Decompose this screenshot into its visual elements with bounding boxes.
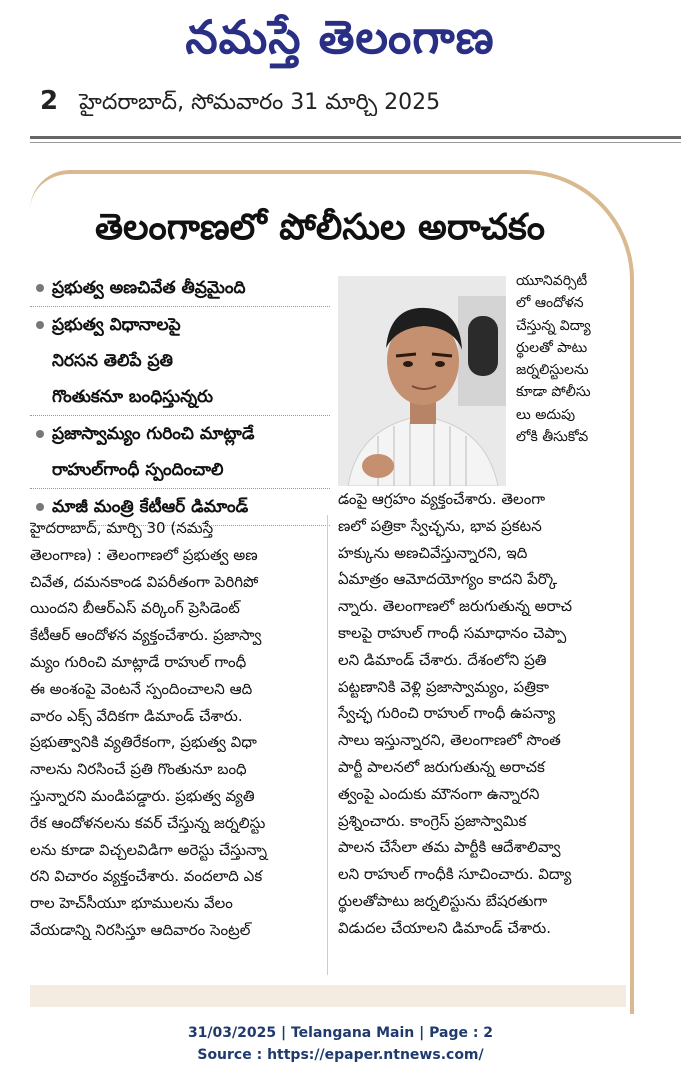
highlight-line: గొంతుకనూ బంధిస్తున్నరు (52, 387, 214, 407)
highlight-line: ప్రభుత్వ విధానాలపై (52, 315, 181, 335)
body-line: పాలన చేసేలా తమ పార్టీకి ఆదేశాలివ్వా (338, 838, 561, 857)
person-photo-icon (338, 276, 506, 486)
body-line: ఏమాత్రం ఆమోదయోగ్యం కాదని పేర్కొ (338, 570, 558, 589)
narrow-column-line: లో ఆందోళన (516, 295, 584, 312)
body-line: స్వేచ్ఛ గురించి రాహుల్ గాంధీ ఉపన్యా (338, 704, 556, 723)
body-line: లని రాహుల్ గాంధీకి సూచించారు. విద్యా (338, 865, 572, 884)
article-photo (338, 276, 506, 486)
article-body-right (338, 486, 620, 942)
page-number: 2 (40, 86, 59, 116)
article-headline: తెలంగాణలో పోలీసుల అరాచకం (94, 207, 545, 248)
footer-source: Source : https://epaper.ntnews.com/ (197, 1047, 484, 1063)
newspaper-logo: నమస్తే తెలంగాణ (185, 10, 495, 64)
dateline (40, 86, 600, 116)
header-divider (30, 136, 681, 139)
body-line: వేయడాన్ని నిరసిస్తూ ఆదివారం సెంట్రల్ (30, 920, 251, 939)
body-line: ణలో పత్రికా స్వేచ్ఛను, భావ ప్రకటన (338, 516, 542, 535)
highlight-item (30, 307, 330, 416)
body-line: త్వంపై ఎందుకు మౌనంగా ఉన్నారని (338, 784, 540, 803)
body-line: యిందని బీఆర్‌ఎస్ వర్కింగ్ ప్రెసిడెంట్ (30, 599, 240, 618)
body-line: కాలపై రాహుల్ గాంధీ సమాధానం చెప్పా (338, 623, 567, 642)
bullet-dot-icon (36, 503, 44, 511)
masthead (0, 0, 681, 90)
body-line: రేక ఆందోళనలను కవర్ చేస్తున్న జర్నలిస్టు (30, 813, 266, 832)
highlight-item (30, 416, 330, 489)
body-line: స్తున్నారని మండిపడ్డారు. ప్రభుత్వ వ్యతి (30, 786, 255, 805)
highlight-line: మాజీ మంత్రి కేటీఆర్ డిమాండ్ (52, 497, 249, 517)
body-line: వారం ఎక్స్ వేదికగా డిమాండ్ చేశారు. (30, 706, 243, 725)
body-line: హక్కును అణచివేస్తున్నారని, ఇది (338, 543, 528, 562)
body-line: డంపై ఆగ్రహం వ్యక్తంచేశారు. తెలంగా (338, 490, 546, 508)
body-line: చివేత, దమనకాండ విపరీతంగా పెరిగిపో (30, 572, 259, 591)
body-line: ఈ అంశంపై వెంటనే స్పందించాలని ఆది (30, 679, 253, 698)
body-line: పార్టీ పాలనలో జరుగుతున్న అరాచక (338, 757, 545, 776)
header-divider-thin (30, 142, 681, 143)
article-narrow-column (516, 270, 620, 448)
body-line: పట్టణానికి వెళ్లి ప్రజాస్వామ్యం, పత్రికా (338, 677, 549, 696)
page-footer (0, 1022, 681, 1066)
highlight-item (30, 270, 330, 307)
narrow-column-line: జర్నలిస్టులను (516, 362, 589, 379)
body-line: తెలంగాణ) : తెలంగాణలో ప్రభుత్వ అణ (30, 545, 258, 564)
article-body-left (30, 515, 320, 944)
body-line: లను కూడా విచ్చలవిడిగా అరెస్టు చేస్తున్నా (30, 840, 268, 859)
body-line: రని విచారం వ్యక్తంచేశారు. వందలాది ఎక (30, 867, 263, 886)
highlight-line: ప్రజాస్వామ్యం గురించి మాట్లాడే (52, 424, 255, 444)
highlight-line: నిరసన తెలిపే ప్రతి (52, 351, 173, 371)
footer-edition: 31/03/2025 | Telangana Main | Page : 2 (187, 1025, 494, 1041)
body-line: ప్రభుత్వానికి వ్యతిరేకంగా, ప్రభుత్వ విధా (30, 733, 257, 752)
body-line: విడుదల చేయాలని డిమాండ్ చేశారు. (338, 918, 551, 937)
highlight-line: ప్రభుత్వ అణచివేత తీవ్రమైంది (52, 278, 246, 298)
bullet-dot-icon (36, 430, 44, 438)
narrow-column-line: లు అదుపు (516, 406, 576, 423)
column-divider (327, 515, 328, 975)
highlight-line: రాహుల్‌గాంధీ స్పందించాలి (52, 460, 224, 480)
body-line: సాలు ఇస్తున్నారని, తెలంగాణలో సొంత (338, 731, 561, 750)
body-line: రాల హెచ్‌సీయూ భూములను వేలం (30, 894, 233, 913)
narrow-column-line: యూనివర్సిటీ (516, 273, 588, 289)
body-line: మ్యం గురించి మాట్లాడే రాహుల్ గాంధీ (30, 652, 247, 671)
body-line: ర్థులతోపాటు జర్నలిస్టును బేషరతుగా (338, 891, 548, 910)
narrow-column-line: ర్థులతో పాటు (516, 339, 588, 356)
article-frame-bottom (30, 985, 626, 1007)
body-line: కేటీఆర్ ఆందోళన వ్యక్తంచేశారు. ప్రజాస్వా (30, 626, 262, 645)
body-line: హైదరాబాద్, మార్చి 30 (నమస్తే (30, 519, 214, 537)
article-highlights (30, 270, 330, 526)
body-line: న్నారు. తెలంగాణలో జరుగుతున్న అరాచ (338, 597, 573, 616)
body-line: లని డిమాండ్ చేశారు. దేశంలోని ప్రతి (338, 650, 547, 669)
dateline-text: హైదరాబాద్, సోమవారం 31 మార్చి 2025 (79, 90, 441, 115)
bullet-dot-icon (36, 321, 44, 329)
body-line: ప్రశ్నించారు. కాంగ్రెస్ ప్రజాస్వామిక (338, 811, 527, 830)
narrow-column-line: లోకి తీసుకోవ (516, 429, 589, 446)
narrow-column-line: చేస్తున్న విద్యా (516, 317, 591, 334)
bullet-dot-icon (36, 284, 44, 292)
body-line: నాలను నిరసించే ప్రతి గొంతునూ బంధి (30, 760, 247, 779)
narrow-column-line: కూడా పోలీసు (516, 384, 591, 401)
